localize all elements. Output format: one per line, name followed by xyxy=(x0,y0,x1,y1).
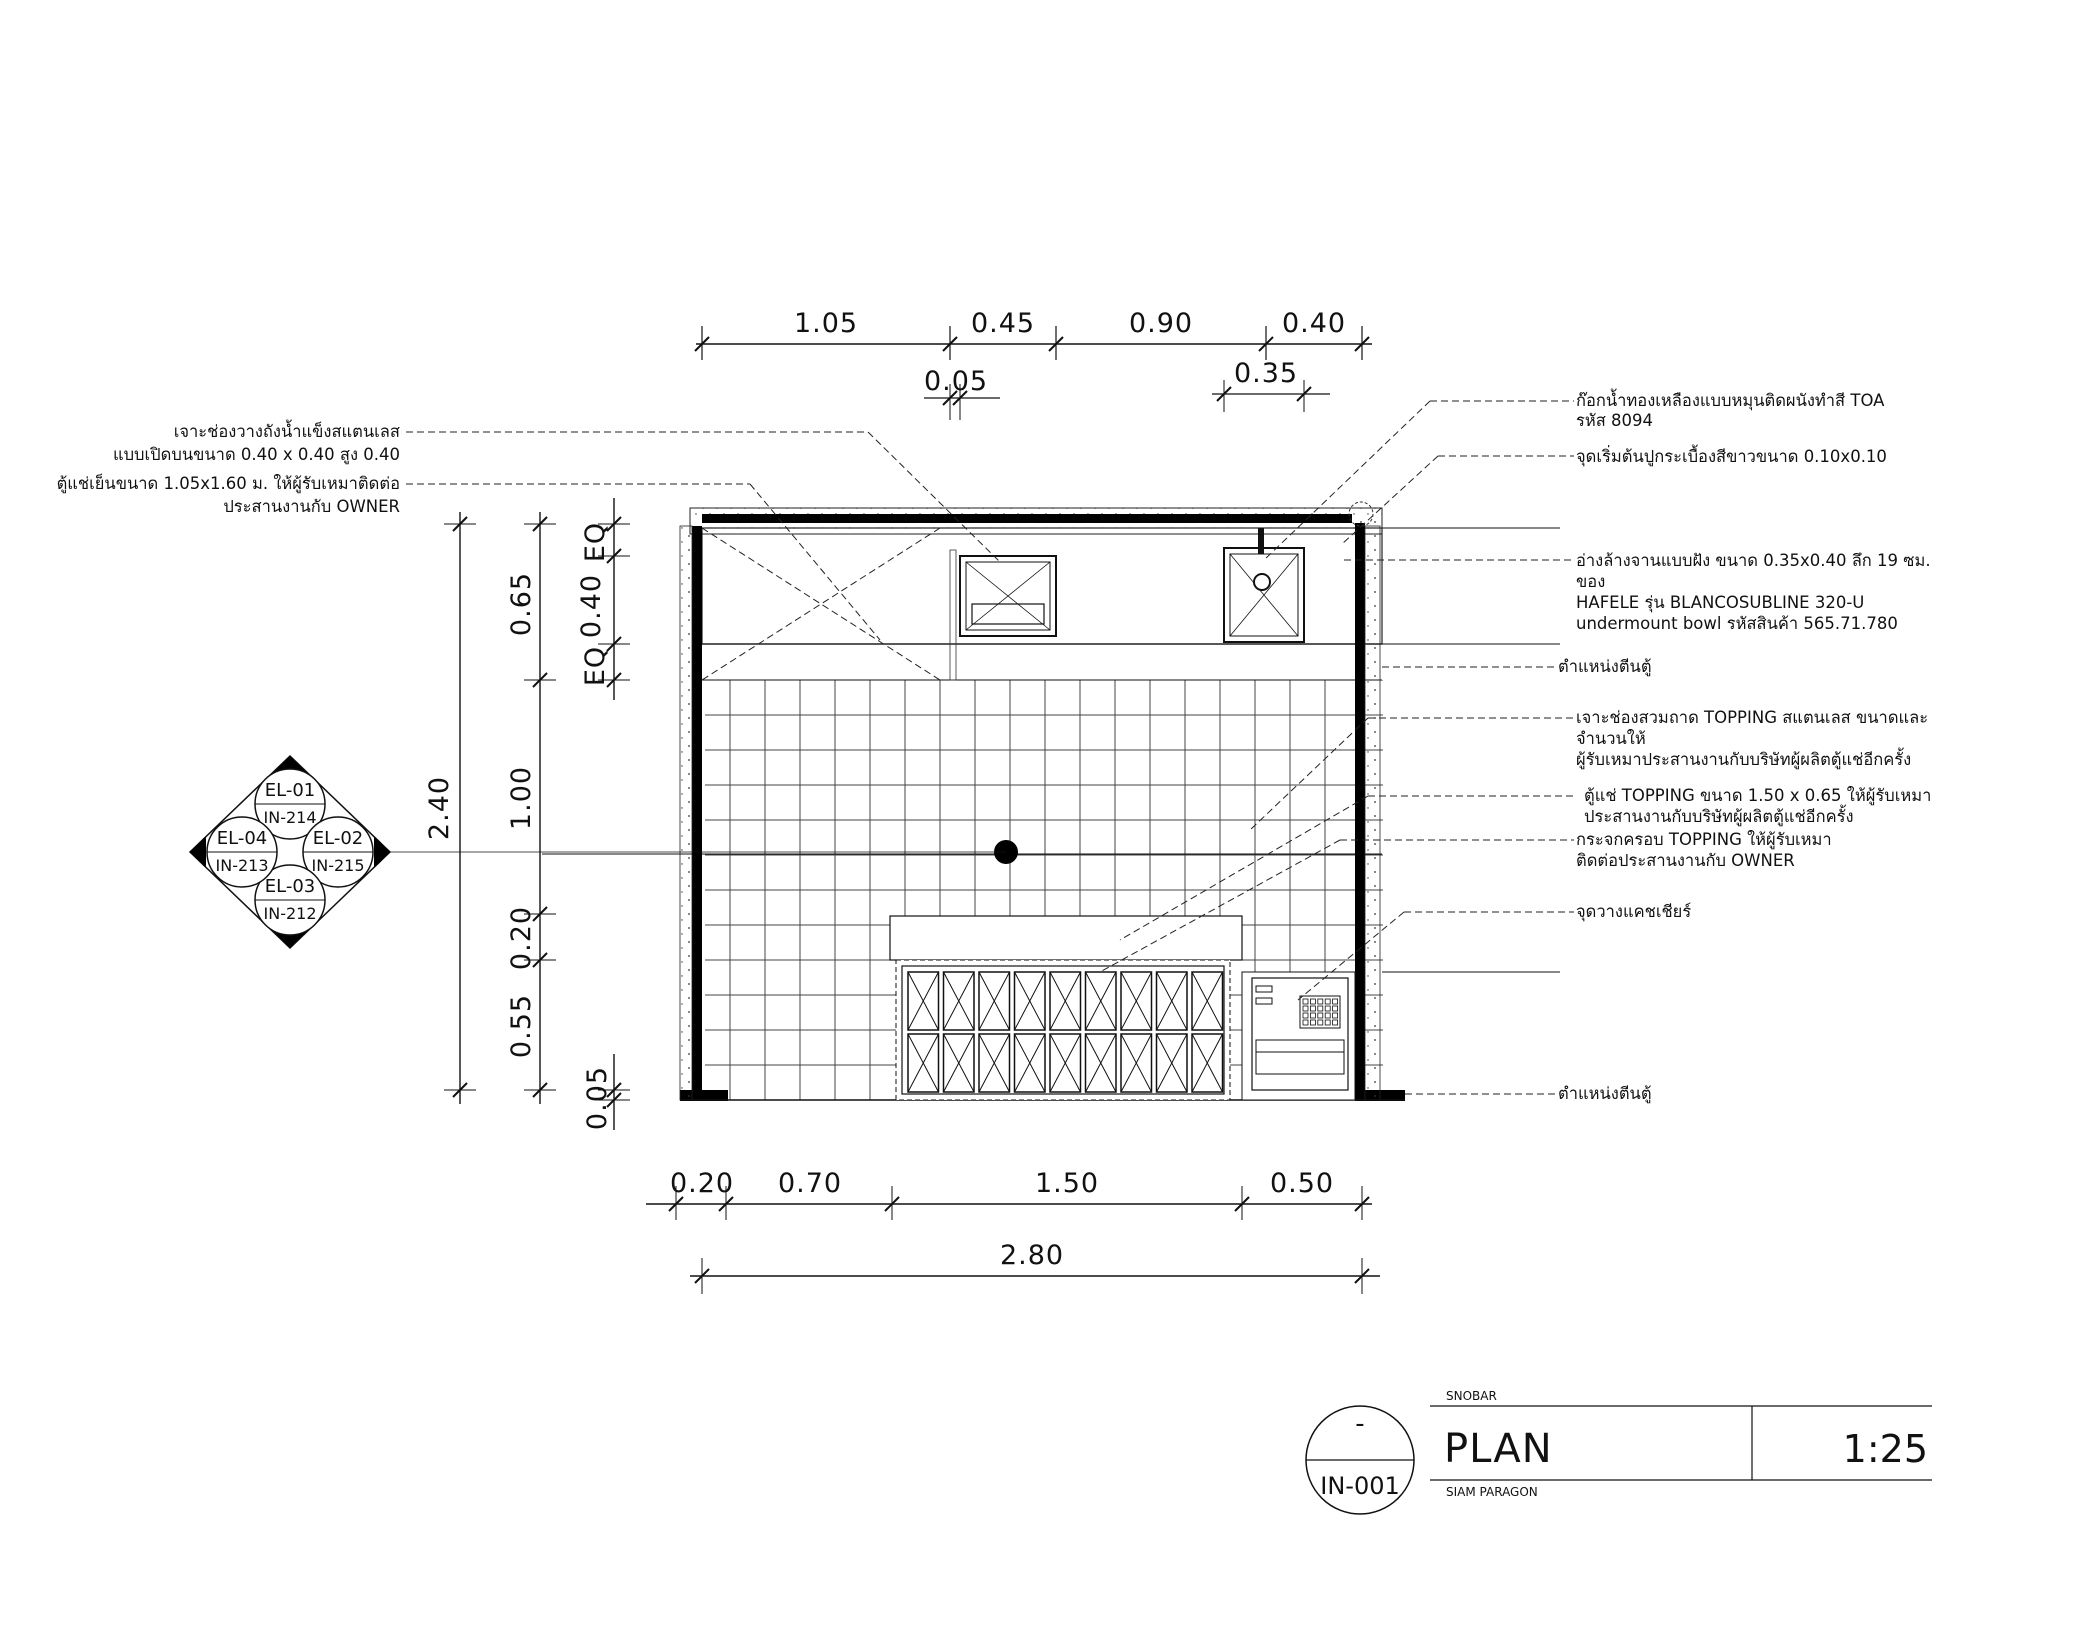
key-el-left: EL-04 xyxy=(216,828,268,849)
note-topping-slot-line-1: เจาะช่องสวมถาด TOPPING สแตนเลส ขนาดและ xyxy=(1576,708,1929,727)
dim-left-3: 0.20 xyxy=(506,905,537,971)
note-sink-line-3: HAFELE รุ่น BLANCOSUBLINE 320-U xyxy=(1576,593,1865,612)
project-name: SNOBAR xyxy=(1446,1389,1497,1403)
note-ice-bin-line-1: เจาะช่องวางถังน้ำแข็งสแตนเลส xyxy=(173,422,400,441)
note-fridge-line-2: ประสานงานกับ OWNER xyxy=(223,497,400,516)
note-cabinet-base-top: ตำแหน่งตีนตู้ xyxy=(1558,657,1652,676)
note-sink-line-4: undermount bowl รหัสสินค้า 565.71.780 xyxy=(1576,614,1898,633)
dim-top-1: 1.05 xyxy=(793,308,859,339)
note-topping-slot-line-2: จำนวนให้ xyxy=(1576,729,1646,748)
top-wall-thick xyxy=(702,514,1352,523)
bubble-bottom: IN-001 xyxy=(1320,1472,1400,1500)
dim-left-total: 2.40 xyxy=(424,775,455,841)
note-topping-slot-line-3: ผู้รับเหมาประสานงานกับบริษัทผู้ผลิตตู้แช่อีกครั้ง xyxy=(1576,750,1912,769)
dim-bottom-1: 0.20 xyxy=(669,1168,735,1199)
key-el-bottom: EL-03 xyxy=(264,876,316,897)
dim-left-eq-bottom: EQ xyxy=(580,645,611,687)
dim-left-4: 0.55 xyxy=(506,993,537,1059)
elevation-key xyxy=(190,756,390,948)
dim-left-eq-top: EQ xyxy=(580,521,611,563)
note-sink-line-2: ของ xyxy=(1576,572,1606,591)
dim-top-sub-1: 0.05 xyxy=(923,366,989,397)
project-location: SIAM PARAGON xyxy=(1446,1485,1538,1499)
key-in-bottom: IN-212 xyxy=(263,904,317,923)
key-el-top: EL-01 xyxy=(264,780,316,801)
note-glass-cover-line-2: ติดต่อประสานงานกับ OWNER xyxy=(1576,851,1795,870)
plan-body xyxy=(542,502,1560,1101)
dim-top-4: 0.40 xyxy=(1281,308,1347,339)
note-cashier: จุดวางแคชเชียร์ xyxy=(1576,902,1692,921)
notes-left xyxy=(57,419,400,516)
refrigerator-outline xyxy=(702,528,940,680)
note-tile-start: จุดเริ่มต้นปูกระเบื้องสีขาวขนาด 0.10x0.10 xyxy=(1576,447,1887,466)
dimensions-top xyxy=(695,308,1372,420)
dim-top-3: 0.90 xyxy=(1128,308,1194,339)
note-ice-bin-line-2: แบบเปิดบนขนาด 0.40 x 0.40 สูง 0.40 xyxy=(112,445,400,464)
bubble-top: - xyxy=(1355,1409,1365,1439)
key-in-left: IN-213 xyxy=(215,856,269,875)
note-sink-line-1: อ่างล้างจานแบบฝัง ขนาด 0.35x0.40 ลึก 19 ซม. xyxy=(1576,551,1931,570)
dimensions-left xyxy=(424,498,630,1130)
note-fridge-line-1: ตู้แช่เย็นขนาด 1.05x1.60 ม. ให้ผู้รับเหมาติดต่อ xyxy=(56,474,400,493)
dim-bottom-3: 1.50 xyxy=(1034,1168,1100,1199)
note-topping-fridge-line-2: ประสานงานกับบริษัทผู้ผลิตตู้แช่อีกครั้ง xyxy=(1584,807,1854,826)
ice-bin xyxy=(950,550,1056,680)
cashier-register xyxy=(1242,972,1355,1100)
note-faucet-line-2: รหัส 8094 xyxy=(1576,411,1654,430)
dim-left-inner: 0.40 xyxy=(576,573,607,639)
right-wall xyxy=(1355,523,1365,1100)
title-block xyxy=(1306,1389,1932,1514)
dimensions-bottom xyxy=(646,1168,1380,1294)
notes-right xyxy=(1558,388,1931,1104)
left-wall xyxy=(692,526,702,1100)
key-in-top: IN-214 xyxy=(263,808,317,827)
key-el-right: EL-02 xyxy=(312,828,364,849)
dim-left-2: 1.00 xyxy=(506,765,537,831)
note-topping-fridge-line-1: ตู้แช่ TOPPING ขนาด 1.50 x 0.65 ให้ผู้รับเหมา xyxy=(1584,786,1932,805)
key-in-right: IN-215 xyxy=(311,856,365,875)
dim-left-1: 0.65 xyxy=(506,571,537,637)
note-cabinet-base-bottom: ตำแหน่งตีนตู้ xyxy=(1558,1084,1652,1103)
dim-top-sub-2: 0.35 xyxy=(1233,358,1299,389)
drawing-title: PLAN xyxy=(1444,1426,1553,1472)
dim-bottom-4: 0.50 xyxy=(1269,1168,1335,1199)
drawing-scale: 1:25 xyxy=(1842,1427,1928,1471)
dim-bottom-2: 0.70 xyxy=(777,1168,843,1199)
dim-left-bottom: 0.05 xyxy=(582,1065,613,1131)
note-glass-cover-line-1: กระจกครอบ TOPPING ให้ผู้รับเหมา xyxy=(1576,830,1832,849)
dim-bottom-total: 2.80 xyxy=(999,1240,1065,1271)
dim-top-2: 0.45 xyxy=(970,308,1036,339)
note-faucet-line-1: ก๊อกน้ำทองเหลืองแบบหมุนติดผนังทำสี TOA xyxy=(1576,391,1885,410)
topping-cabinet xyxy=(890,916,1242,1100)
